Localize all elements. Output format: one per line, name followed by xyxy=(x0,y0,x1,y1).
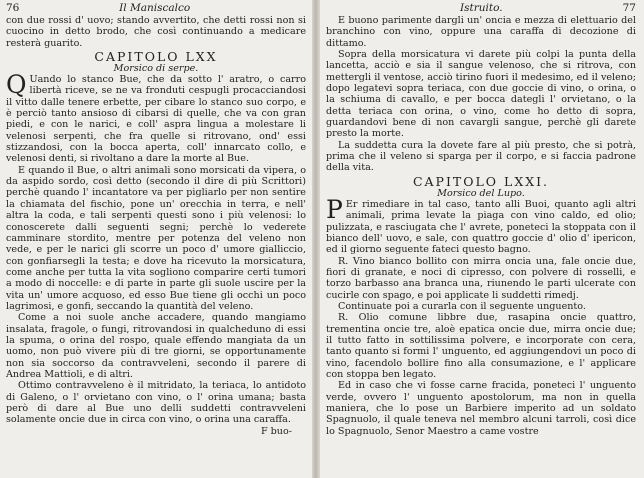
left-page-header xyxy=(0,0,312,15)
catchword: F buo- xyxy=(260,425,292,437)
paragraph: Ed in caso che vi fosse carne fracida, poneteci l' unguento verde, ovvero l' unguento apostolorum, ma non in quella maniera, che lo pose un Barbiere imperito ad un soldato Spagnuolo, il quale teneva nel membro alcuni tarroli, così dice lo Spagnuolo, Senor Maestro a came vostre xyxy=(326,380,636,437)
paragraph: Ottimo contravveleno è il mitridato, la teriaca, lo antidoto di Galeno, o l' orvietano con vino, o l' orina umana; basta però di dare al Bue uno delli suddetti contravveleni solamente oncie due in circa con vino, o orina una caraffa. xyxy=(6,380,306,426)
paragraph: E buono parimente dargli un' oncia e mezza di elettuario del branchino con vino, oppure una caraffa di decozione di dittamo. xyxy=(326,15,636,49)
chapter-subtitle: Morsico del Lupo. xyxy=(437,187,525,199)
paragraph: R. Olio comune libbre due, rasapina oncie quattro, trementina oncie tre, aloè epatica oncie due, mirra oncie due; il tutto fatto in sottilissima polvere, e incorporate con cera, tanto quanto si formi l' unguento, ed aggiungendovi un poco di vino, facendolo bollire fino alla consumazione, e l' applicare con stoppa ben legato. xyxy=(326,312,636,380)
chapter-title: CAPITOLO LXX xyxy=(94,49,218,65)
paragraph: Sopra della morsicatura vi darete più colpi la punta della lancetta, acciò e sia il sangue velenoso, che si ritrova, con mettergli il ventose, acciò tirino fuori il medesimo, ed il veleno; dopo legatevi sopra teriaca, con due goccie di vino, o orina, o la schiuma di cavallo, e per bocca dategli l' orvietano, o la detta teriaca con orina, o vino, come ho detto di sopra, guardandovi bene di non cavargli sangue, perchè gli darete presto la morte. xyxy=(326,49,636,140)
chapter-subtitle: Morsico di serpe. xyxy=(113,63,199,75)
chapter-title: CAPITOLO LXXI. xyxy=(412,173,550,189)
page-number: 77 xyxy=(622,2,636,14)
paragraph: con due rossi d' uovo; stando avvertito, che detti rossi non si cuocino in detto brodo, che così continuando a medicare resterà guarito. xyxy=(6,15,306,49)
paragraph: Continuate poi a curarla con il seguente unguento. xyxy=(338,300,586,312)
right-text-block xyxy=(320,15,644,437)
running-title: Istruito. xyxy=(460,2,503,14)
page-number: 76 xyxy=(6,2,20,14)
running-title: Il Maniscalco xyxy=(119,2,191,14)
paragraph: E quando il Bue, o altri animali sono morsicati da vipera, o da aspido sordo, così detto (secondo il dire di più Scrittori) perchè quando l' incantatore va per pigliarlo per non sentire la chiamata del fischio, pone un' orecchia in terra, e nell' altra la coda, e tali serpenti questi sono i più velenosi: lo conoscerete dalli seguenti segni; perchè lo vederete camminare stordito, mentre per potenza del veleno non vede, e per le narici gli scorre un poco d' umore gialliccio, con gonfiarsegli la testa; e dove ha ricevuto la morsicatura, come anche per tutta la vita sogliono comparire certi tumori a modo di noccelle: e di parte in parte gli suole uscire per la vita un' umore acquoso, ed esso Bue tiene gli occhi un poco lagrimosi, e gonfi, seccando la quantità del veleno. xyxy=(6,164,306,312)
book-gutter xyxy=(312,0,320,478)
right-page xyxy=(320,0,644,478)
paragraph: Come a noi suole anche accadere, quando mangiamo insalata, fragole, o fungi, ritrovandosi in qualcheduno di essi la spuma, o orina del rospo, quale effendo mangiata da un uomo, non può vivere più di tre giorni, se opportunamente non sia soccorso da contravveleni, secondo il parere di Andrea Mattioli, e di altri. xyxy=(6,312,306,380)
paragraph: QUando lo stanco Bue, che da sotto l' aratro, o carro libertà riceve, se ne va fronduti cespugli procacciandosi il vitto dalle tenere erbette, per cibare lo stanco suo corpo, e è perciò tanto ansioso di cibarsi di quelle, che va con gran piedi, e con le narici, e coll' aspra lingua a molestare li velenosi serpenti, che fra quelle si ritrovano, ond' essi stizzandosi, con la bocca aperta, coll' innarcato collo, e velenosi denti, si rivoltano a dare la morte al Bue. xyxy=(6,70,306,165)
left-page xyxy=(0,0,312,478)
right-page-header xyxy=(320,0,644,15)
paragraph: R. Vino bianco bollito con mirra oncia una, fale oncie due, fiori di granate, e noci di cipresso, con polvere di rosselli, e torzo barbasso ana branca una, riunendo le parti ulcerate con cucirle con spago, e poi applicate li suddetti rimedj. xyxy=(326,255,636,301)
left-text-block xyxy=(0,15,312,437)
paragraph: La suddetta cura la dovete fare al più presto, che si potrà, prima che il veleno si sparga per il corpo, e si faccia padrone della vita. xyxy=(326,139,636,174)
paragraph: PEr rimediare in tal caso, tanto alli Buoi, quanto agli altri animali, prima levate la piaga con vino caldo, ed olio; pulizzata, e rasciugata che l' avrete, poneteci la stoppata con il bianco dell' uovo, e sale, con quattro goccie d' olio d' ipericon, ed il giorno seguente fateci questo bagno. xyxy=(326,194,636,256)
